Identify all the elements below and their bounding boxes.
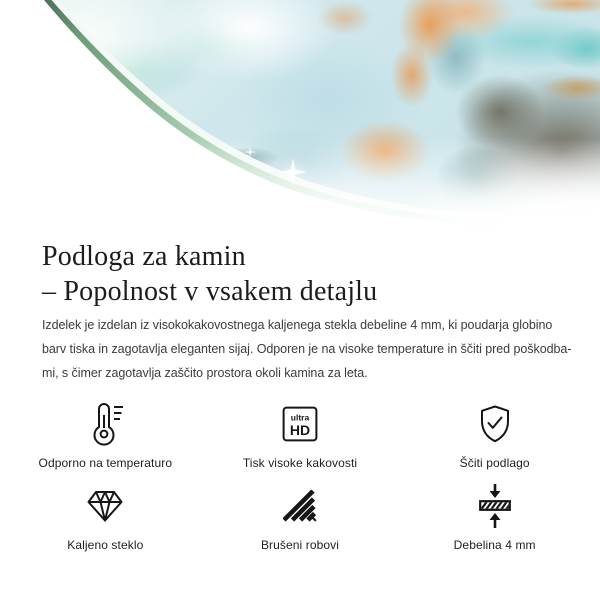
thermometer-icon	[85, 402, 125, 446]
description-line: mi, s čimer zagotavlja zaščito prostora okoli kamina za leta.	[42, 366, 368, 380]
sparkle-icon	[244, 146, 256, 158]
feature-grid	[0, 401, 600, 553]
feature-thickness	[397, 483, 592, 553]
title-line-2: – Popolnost v vsakem detajlu	[42, 276, 378, 307]
feature-label: Brušeni robovi	[260, 538, 340, 552]
hd-text: HD	[289, 422, 311, 438]
diamond-icon	[85, 489, 125, 523]
page-title	[42, 239, 558, 309]
feature-polished-edges	[203, 483, 398, 553]
ultra-text: ultra	[290, 412, 310, 423]
feature-label: Odporno na temperaturo	[38, 456, 173, 470]
feature-label: Debelina 4 mm	[453, 538, 536, 552]
description-line: Izdelek je izdelan iz visokokakovostnega kaljenega stekla debeline 4 mm, ki poudarja globino	[42, 318, 553, 332]
sparkle-icon	[279, 158, 307, 186]
content-block	[0, 235, 600, 553]
description-line: barv tiska in zagotavlja eleganten sijaj. Odporen je na visoke temperature in ščiti pred poškodba-	[42, 342, 572, 356]
feature-temperature	[8, 401, 203, 471]
shield-check-icon	[477, 404, 513, 444]
product-description	[42, 313, 572, 385]
polished-edges-icon	[283, 490, 317, 522]
feature-label: Ščiti podlago	[459, 456, 530, 470]
feature-label: Tisk visoke kakovosti	[242, 456, 358, 470]
title-line-1: Podloga za kamin	[42, 241, 246, 272]
product-hero-image	[0, 0, 600, 235]
thickness-icon	[478, 483, 512, 529]
feature-protects	[397, 401, 592, 471]
feature-tempered-glass	[8, 483, 203, 553]
feature-print-quality	[203, 401, 398, 471]
ultra-hd-icon	[282, 406, 318, 442]
feature-label: Kaljeno steklo	[67, 538, 144, 552]
